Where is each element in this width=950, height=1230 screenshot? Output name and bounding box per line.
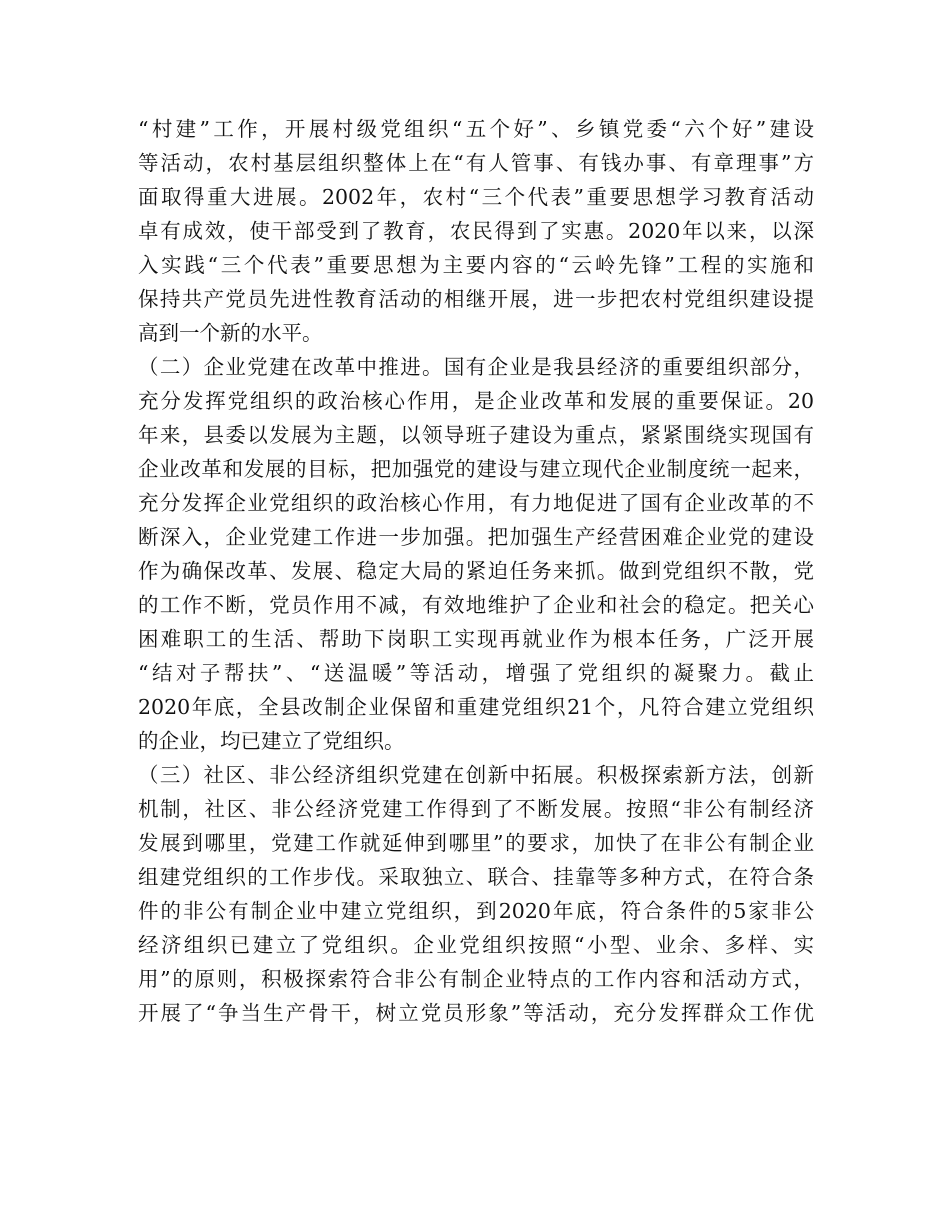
- text-line: （二）企业党建在改革中推进。国有企业是我县经济的重要组织部分，: [138, 355, 814, 379]
- text-line: 保持共产党员先进性教育活动的相继开展，进一步把农村党组织建设提: [138, 287, 814, 311]
- text-line: 断深入，企业党建工作进一步加强。把加强生产经营困难企业党的建设: [138, 525, 814, 549]
- text-line: 件的非公有制企业中建立党组织，到2020年底，符合条件的5家非公: [138, 899, 814, 923]
- text-line: 入实践“三个代表”重要思想为主要内容的“云岭先锋”工程的实施和: [138, 253, 814, 277]
- text-line: 高到一个新的水平。: [138, 321, 323, 345]
- text-line: 等活动，农村基层组织整体上在“有人管事、有钱办事、有章理事”方: [138, 151, 814, 175]
- text-line: 企业改革和发展的目标，把加强党的建设与建立现代企业制度统一起来，: [138, 457, 814, 481]
- text-line: 卓有成效，使干部受到了教育，农民得到了实惠。2020年以来，以深: [138, 219, 814, 243]
- text-line: 开展了“争当生产骨干，树立党员形象”等活动，充分发挥群众工作优: [138, 1001, 814, 1025]
- text-line: 组建党组织的工作步伐。采取独立、联合、挂靠等多种方式，在符合条: [138, 865, 814, 889]
- text-line: （三）社区、非公经济组织党建在创新中拓展。积极探索新方法，创新: [138, 763, 814, 787]
- text-line: 机制，社区、非公经济党建工作得到了不断发展。按照“非公有制经济: [138, 797, 814, 821]
- text-line: 发展到哪里，党建工作就延伸到哪里”的要求，加快了在非公有制企业: [138, 831, 814, 855]
- paragraph-rural-party-building: [138, 112, 814, 350]
- text-line: “村建”工作，开展村级党组织“五个好”、乡镇党委“六个好”建设: [138, 117, 814, 141]
- text-line: 用”的原则，积极探索符合非公有制企业特点的工作内容和活动方式，: [138, 967, 814, 991]
- text-line: 2020年底，全县改制企业保留和重建党组织21个，凡符合建立党组织: [138, 695, 814, 719]
- text-line: “结对子帮扶”、“送温暖”等活动，增强了党组织的凝聚力。截止: [138, 661, 814, 685]
- text-line: 的企业，均已建立了党组织。: [138, 729, 405, 753]
- document-body: [138, 112, 814, 1030]
- text-line: 充分发挥企业党组织的政治核心作用，有力地促进了国有企业改革的不: [138, 491, 814, 515]
- paragraph-enterprise-party-building: [138, 350, 814, 758]
- text-line: 的工作不断，党员作用不减，有效地维护了企业和社会的稳定。把关心: [138, 593, 814, 617]
- text-line: 作为确保改革、发展、稳定大局的紧迫任务来抓。做到党组织不散，党: [138, 559, 814, 583]
- text-line: 面取得重大进展。2002年，农村“三个代表”重要思想学习教育活动: [138, 185, 814, 209]
- paragraph-community-non-public-party-building: [138, 758, 814, 1030]
- text-line: 充分发挥党组织的政治核心作用，是企业改革和发展的重要保证。20: [138, 389, 814, 413]
- text-line: 困难职工的生活、帮助下岗职工实现再就业作为根本任务，广泛开展: [138, 627, 814, 651]
- text-line: 经济组织已建立了党组织。企业党组织按照“小型、业余、多样、实: [138, 933, 814, 957]
- text-line: 年来，县委以发展为主题，以领导班子建设为重点，紧紧围绕实现国有: [138, 423, 814, 447]
